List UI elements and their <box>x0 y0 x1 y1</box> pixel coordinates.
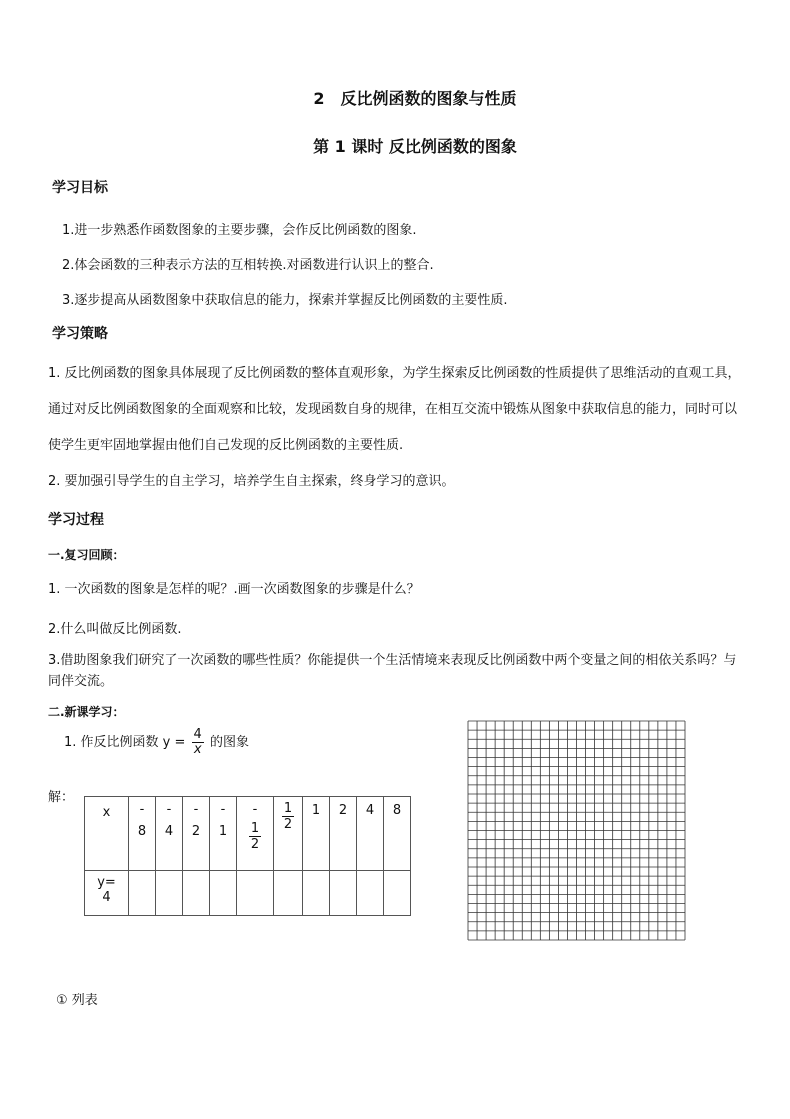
review-question-1: 1. 一次函数的图象是怎样的呢？.画一次函数图象的步骤是什么？ <box>48 582 420 597</box>
x-header-cell <box>85 797 129 871</box>
table-cell-x-neg-half <box>237 797 274 871</box>
goal-item-2: 2.体会函数的三种表示方法的互相转换.对函数进行认识上的整合. <box>62 258 434 273</box>
table-cell-y-empty[interactable] <box>303 871 330 916</box>
minus-sign: - <box>252 802 258 817</box>
minus-sign: - <box>166 802 172 817</box>
x-value: 8 <box>137 824 147 839</box>
strategy-paragraph-2: 2. 要加强引导学生的自主学习，培养学生自主探索，终身学习的意识。 <box>48 474 455 489</box>
review-question-3: 3.借助图象我们研究了一次函数的哪些性质？你能提供一个生活情境来表现反比例函数中两个变量之间的相依关系吗？与同伴交流。 <box>48 653 737 689</box>
table-cell-x-neg-2 <box>183 797 210 871</box>
table-cell-y-empty[interactable] <box>183 871 210 916</box>
table-cell-y-empty[interactable] <box>210 871 237 916</box>
strategy-heading: 学习策略 <box>52 326 108 342</box>
fraction-denominator: 2 <box>250 837 260 852</box>
fraction-numerator: 4 <box>193 727 202 742</box>
fraction-numerator: 1 <box>283 801 293 816</box>
lesson-title: 第 1 课时 反比例函数的图象 <box>313 137 517 156</box>
x-value: 4 <box>164 824 174 839</box>
goals-heading: 学习目标 <box>52 180 108 196</box>
x-value: 2 <box>191 824 201 839</box>
y-label: y=4 <box>97 875 116 905</box>
step-list: ① 列表 <box>56 993 98 1008</box>
minus-sign: - <box>193 802 199 817</box>
x-value: 1 <box>218 824 228 839</box>
x-value: 1 <box>311 803 321 818</box>
minus-sign: - <box>220 802 226 817</box>
goal-item-3: 3.逐步提高从函数图象中获取信息的能力，探索并掌握反比例函数的主要性质. <box>62 293 508 308</box>
x-label: x <box>102 805 111 820</box>
new-lesson-heading: 二.新课学习： <box>48 705 125 719</box>
task-suffix: 的图象 <box>209 735 249 750</box>
task-prefix: 1. 作反比例函数 y = <box>64 735 186 750</box>
table-cell-x-neg-1 <box>210 797 237 871</box>
x-value-fraction <box>282 801 294 832</box>
solution-label: 解： <box>48 790 75 805</box>
table-cell-y-empty[interactable] <box>330 871 357 916</box>
table-cell-y-empty[interactable] <box>384 871 411 916</box>
table-cell-x-half <box>274 797 303 871</box>
fraction-denominator: 2 <box>283 817 293 832</box>
value-table <box>84 796 411 916</box>
goal-item-1: 1.进一步熟悉作函数图象的主要步骤，会作反比例函数的图象. <box>62 223 417 238</box>
table-cell-x-1 <box>303 797 330 871</box>
task-fraction <box>192 728 204 757</box>
task-1 <box>64 724 249 762</box>
table-row-y <box>85 871 411 916</box>
table-cell-x-8 <box>384 797 411 871</box>
table-cell-x-2 <box>330 797 357 871</box>
table-cell-x-neg-4 <box>156 797 183 871</box>
table-cell-y-empty[interactable] <box>274 871 303 916</box>
review-question-2: 2.什么叫做反比例函数. <box>48 622 182 637</box>
table-cell-y-empty[interactable] <box>237 871 274 916</box>
page-title: 2 反比例函数的图象与性质 <box>313 89 517 108</box>
y-header-cell <box>85 871 129 916</box>
table-cell-y-empty[interactable] <box>357 871 384 916</box>
graph-paper-grid <box>467 720 686 941</box>
process-heading: 学习过程 <box>48 512 104 528</box>
table-cell-y-empty[interactable] <box>129 871 156 916</box>
x-value: 8 <box>392 803 402 818</box>
fraction-numerator: 1 <box>250 821 260 836</box>
strategy-paragraph-1: 1. 反比例函数的图象具体展现了反比例函数的整体直观形象，为学生探索反比例函数的性质提供了思维活动的直观工具，通过对反比例函数图象的全面观察和比较，发现函数自身的规律，在相互交流中锻炼从图象中获取信息的能力，同时可以使学生更牢固地掌握由他们自己发现的反比例函数的主要性质. <box>48 366 741 453</box>
minus-sign: - <box>139 802 145 817</box>
table-cell-y-empty[interactable] <box>156 871 183 916</box>
table-cell-x-4 <box>357 797 384 871</box>
table-row-x <box>85 797 411 871</box>
x-value: 4 <box>365 803 375 818</box>
x-value: 2 <box>338 803 348 818</box>
fraction-denominator: x <box>193 742 202 757</box>
x-value-fraction <box>249 821 261 852</box>
table-cell-x-neg-8 <box>129 797 156 871</box>
review-heading: 一.复习回顾： <box>48 548 125 562</box>
